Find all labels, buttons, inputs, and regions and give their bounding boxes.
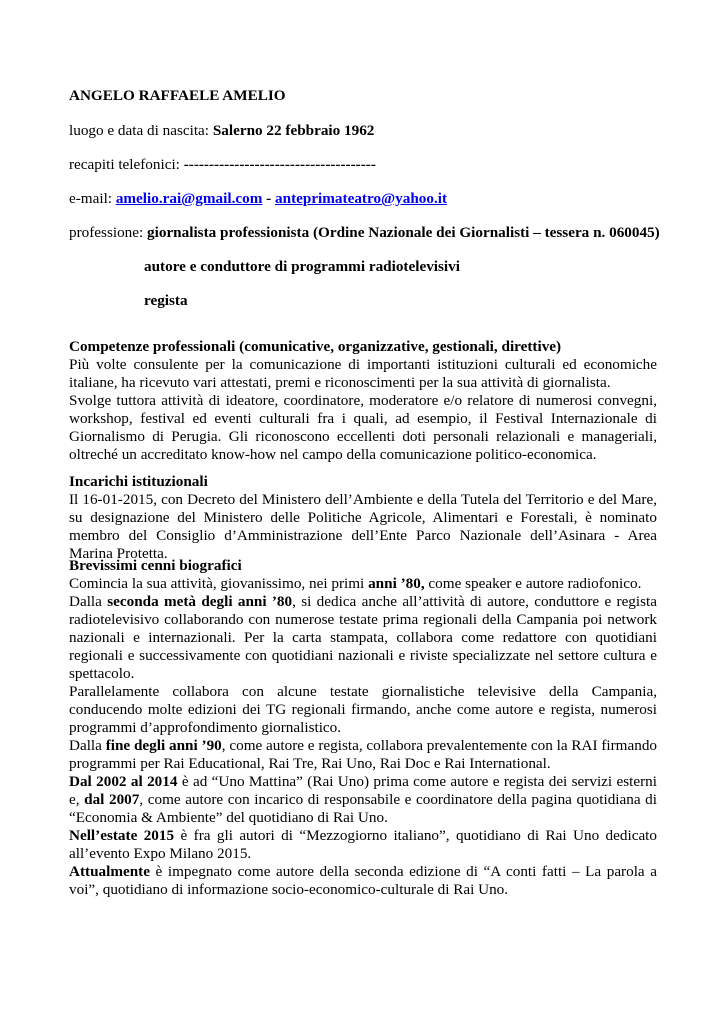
email-label: e-mail: — [69, 190, 116, 207]
bio-paragraph-5: Dal 2002 al 2014 è ad “Uno Mattina” (Rai Uno) prima come autore e regista dei servizi esterni e, dal 2007, come autore con incarico di responsabile e coordinatore della pagina quotidiana di “Economia & Ambiente” del quotidiano di Rai Uno. — [69, 773, 657, 826]
name-text: ANGELO RAFFAELE AMELIO — [69, 87, 286, 104]
incarichi-paragraph-1: Il 16-01-2015, con Decreto del Ministero dell’Ambiente e della Tutela del Territorio e del Mare, su designazione del Ministero delle Politiche Agricole, Alimentari e Forestali, è nominato membro del Consiglio d’Amministrazione dell’Ente Parco Nazionale dell’Asinara - Area Marina Protetta. — [69, 491, 657, 562]
bio-paragraph-2: Dalla seconda metà degli anni ’80, si dedica anche all’attività di autore, conduttore e regista radiotelevisivo collaborando con numerose testate prima regionali della Campania poi network nazionali e internazionali. Per la carta stampata, collabora come redattore con quotidiani regionali e successivamente con quotidiani nazionali e riviste specializzate nel settore cultura e spettacolo. — [69, 593, 657, 682]
birth-line — [69, 122, 374, 140]
email-separator: - — [262, 190, 276, 207]
email-link-2[interactable]: anteprimateatro@yahoo.it — [275, 190, 448, 207]
email-line — [69, 190, 447, 208]
bio-paragraph-6: Nell’estate 2015 è fra gli autori di “Mezzogiorno italiano”, quotidiano di Rai Uno dedicato all’evento Expo Milano 2015. — [69, 827, 657, 862]
person-name — [69, 87, 286, 105]
competenze-paragraph-1: Più volte consulente per la comunicazione di importanti istituzioni culturali ed economiche italiane, ha ricevuto vari attestati, premi e riconoscimenti per la sua attività di giornalista. — [69, 356, 657, 391]
bio-paragraph-7: Attualmente è impegnato come autore della seconda edizione di “A conti fatti – La parola a voi”, quotidiano di informazione socio-economico-culturale di Rai Uno. — [69, 863, 657, 898]
email-link-1[interactable]: amelio.rai@gmail.com — [115, 190, 263, 207]
phone-label: recapiti telefonici: — [69, 156, 184, 173]
bio-paragraph-3: Parallelamente collabora con alcune testate giornalistiche televisive della Campania, conducendo molte edizioni dei TG regionali firmando, anche come autore e regista, numerosi programmi d’approfondimento giornalistico. — [69, 683, 657, 736]
phone-value: -------------------------------------- — [183, 156, 376, 173]
profession-director-text: regista — [144, 292, 188, 309]
profession-director — [144, 292, 188, 310]
bio-paragraph-4: Dalla fine degli anni ’90, come autore e regista, collabora prevalentemente con la RAI firmando programmi per Rai Educational, Rai Tre, Rai Uno, Rai Doc e Rai International. — [69, 737, 658, 772]
phone-line — [69, 156, 376, 174]
profession-author — [144, 258, 460, 276]
section-competenze — [69, 338, 657, 464]
profession-line — [69, 224, 660, 242]
section-incarichi — [69, 473, 657, 563]
bio-paragraph-1: Comincia la sua attività, giovanissimo, nei primi anni ’80, come speaker e autore radiofonico. — [69, 575, 642, 592]
profession-label: professione: — [69, 224, 148, 241]
section-title-biografia: Brevissimi cenni biografici — [69, 557, 242, 574]
birth-value: Salerno 22 febbraio 1962 — [212, 122, 375, 139]
profession-journalist: giornalista professionista (Ordine Nazionale dei Giornalisti – tessera n. 060045) — [147, 224, 660, 241]
profession-author-text: autore e conduttore di programmi radiotelevisivi — [144, 258, 460, 275]
competenze-paragraph-2: Svolge tuttora attività di ideatore, coordinatore, moderatore e/o relatore di numerosi convegni, workshop, festival ed eventi culturali fra i quali, ad esempio, il Festival Internazionale di Giornalismo di Perugia. Gli riconoscono eccellenti doti personali relazionali e manageriali, oltreché un accreditato know-how nel campo della comunicazione politico-economica. — [69, 392, 657, 463]
section-title-incarichi: Incarichi istituzionali — [69, 473, 208, 490]
section-biografia — [69, 557, 657, 899]
birth-label: luogo e data di nascita: — [69, 122, 213, 139]
section-title-competenze: Competenze professionali (comunicative, organizzative, gestionali, direttive) — [69, 338, 562, 355]
